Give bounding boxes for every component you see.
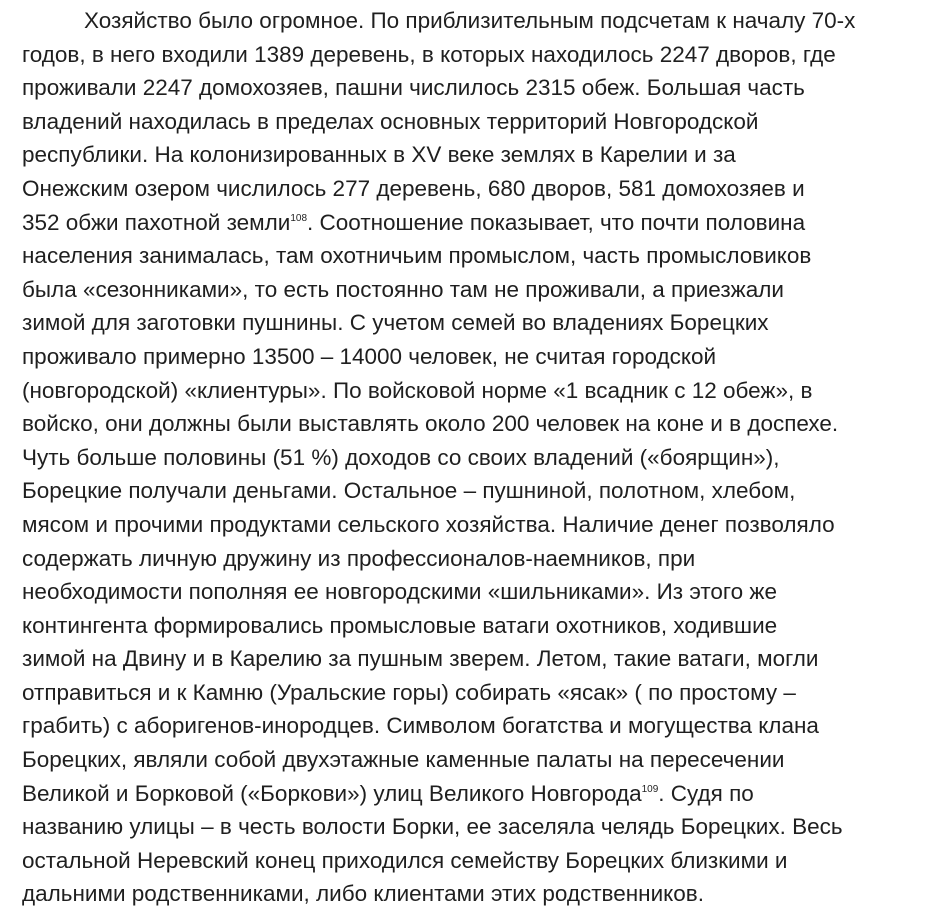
text-line: была «сезонниками», то есть постоянно там не проживали, а приезжали [22, 276, 784, 302]
text-line: Борецкие получали деньгами. Остальное – пушниной, полотном, хлебом, [22, 478, 796, 504]
text-line: содержать личную дружину из профессионалов-наемников, при [22, 545, 696, 571]
text-line: зимой на Двину и в Карелию за пушным зверем. Летом, такие ватаги, могли [22, 646, 819, 672]
text-line: Онежским озером числилось 277 деревень, 680 дворов, 581 домохозяев и [22, 175, 805, 201]
text-line: владений находилась в пределах основных территорий Новгородской [22, 108, 759, 134]
text-line: грабить) с аборигенов-инородцев. Символом богатства и могущества клана [22, 713, 819, 739]
text-segment: . Соотношение показывает, что почти половина [307, 209, 806, 235]
text-line: республики. На колонизированных в XV веке землях в Карелии и за [22, 142, 736, 168]
text-line: отправиться и к Камню (Уральские горы) собирать «ясак» ( по простому – [22, 679, 796, 705]
text-line: мясом и прочими продуктами сельского хозяйства. Наличие денег позволяло [22, 511, 835, 537]
text-line: годов, в него входили 1389 деревень, в которых находилось 2247 дворов, где [22, 41, 836, 67]
text-line-with-footnote [22, 206, 937, 240]
text-line: остальной Неревский конец приходился семейству Борецких близкими и [22, 847, 788, 873]
text-line: контингента формировались промысловые ватаги охотников, ходившие [22, 612, 778, 638]
text-line: Борецких, являли собой двухэтажные каменные палаты на пересечении [22, 747, 785, 773]
text-line: войско, они должны были выставлять около 200 человек на коне и в доспехе. [22, 411, 839, 437]
text-segment: . Судя по [658, 780, 754, 806]
text-line: названию улицы – в честь волости Борки, ее заселяла челядь Борецких. Весь [22, 814, 843, 840]
text-line: (новгородской) «клиентуры». По войсковой норме «1 всадник с 12 обеж», в [22, 377, 813, 403]
footnote-marker: 108 [290, 212, 308, 224]
footnote-marker: 109 [641, 783, 659, 795]
text-line: населения занималась, там охотничьим промыслом, часть промысловиков [22, 243, 812, 269]
text-segment: 352 обжи пахотной земли [22, 209, 291, 235]
text-line: дальними родственниками, либо клиентами этих родственников. [22, 881, 704, 907]
text-line-with-footnote [22, 777, 937, 811]
text-line: необходимости пополняя ее новгородскими «шильниками». Из этого же [22, 579, 777, 605]
text-line: проживали 2247 домохозяев, пашни числилось 2315 обеж. Большая часть [22, 75, 805, 101]
text-segment: Великой и Борковой («Боркови») улиц Великого Новгорода [22, 780, 642, 806]
text-line: Чуть больше половины (51 %) доходов со своих владений («боярщин»), [22, 444, 780, 470]
text-line: проживало примерно 13500 – 14000 человек, не считая городской [22, 343, 717, 369]
document-page [22, 4, 937, 911]
text-line: зимой для заготовки пушнины. С учетом семей во владениях Борецких [22, 310, 769, 336]
text-line: Хозяйство было огромное. По приблизительным подсчетам к началу 70-х [84, 8, 856, 33]
